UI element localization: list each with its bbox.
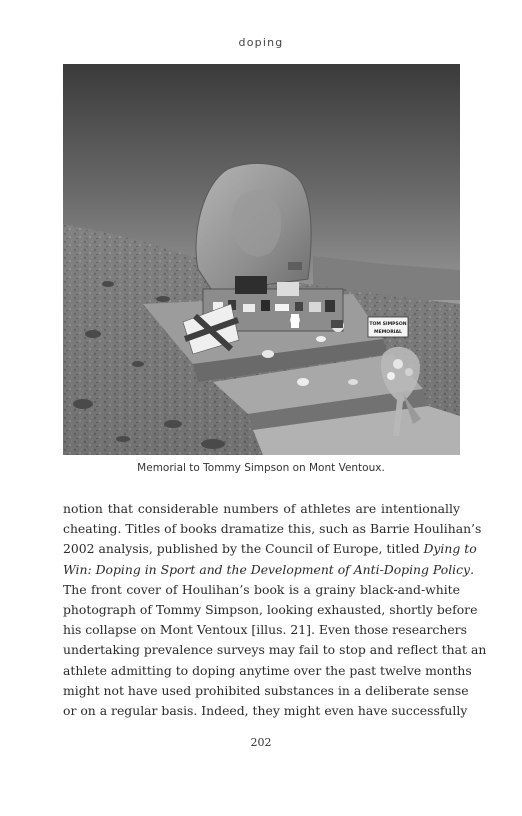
page-number: 202: [250, 736, 272, 749]
body-line: his collapse on Mont Ventoux [illus. 21]. Even those researchers: [63, 622, 467, 638]
svg-text:MEMORIAL: MEMORIAL: [374, 330, 402, 335]
memorial-photo-illustration: [63, 64, 460, 455]
memorial-sign: [368, 317, 408, 337]
body-line: undertaking prevalence surveys may fail to stop and reflect that an: [63, 642, 487, 658]
body-line: or on a regular basis. Indeed, they might even have successfully: [63, 702, 468, 718]
memorial-photograph: [63, 64, 460, 455]
body-line: photograph of Tommy Simpson, looking exhausted, shortly before: [63, 601, 478, 617]
italic-title: Dying to: [423, 541, 477, 557]
body-line: The front cover of Houlihan’s book is a grainy black-and-white: [63, 581, 460, 597]
body-line: athlete admitting to doping anytime over the past twelve months: [63, 662, 472, 678]
running-head: doping: [238, 36, 284, 49]
body-line: 2002 analysis, published by the Council of Europe, titled Dying to: [63, 541, 477, 557]
svg-text:TOM SIMPSON: TOM SIMPSON: [369, 322, 407, 327]
stone-plaque: [288, 262, 302, 270]
body-paragraph: [63, 499, 487, 721]
body-line: Win: Doping in Sport and the Development of Anti-Doping Policy.: [63, 561, 475, 577]
body-line: might not have used prohibited substances in a deliberate sense: [63, 682, 469, 698]
body-line: cheating. Titles of books dramatize this, such as Barrie Houlihan’s: [63, 521, 482, 537]
italic-title: Win: Doping in Sport and the Development of Anti-Doping Policy: [63, 561, 471, 577]
body-line: notion that considerable numbers of athletes are intentionally: [63, 501, 460, 516]
figure-caption: Memorial to Tommy Simpson on Mont Ventoux.: [137, 462, 385, 474]
